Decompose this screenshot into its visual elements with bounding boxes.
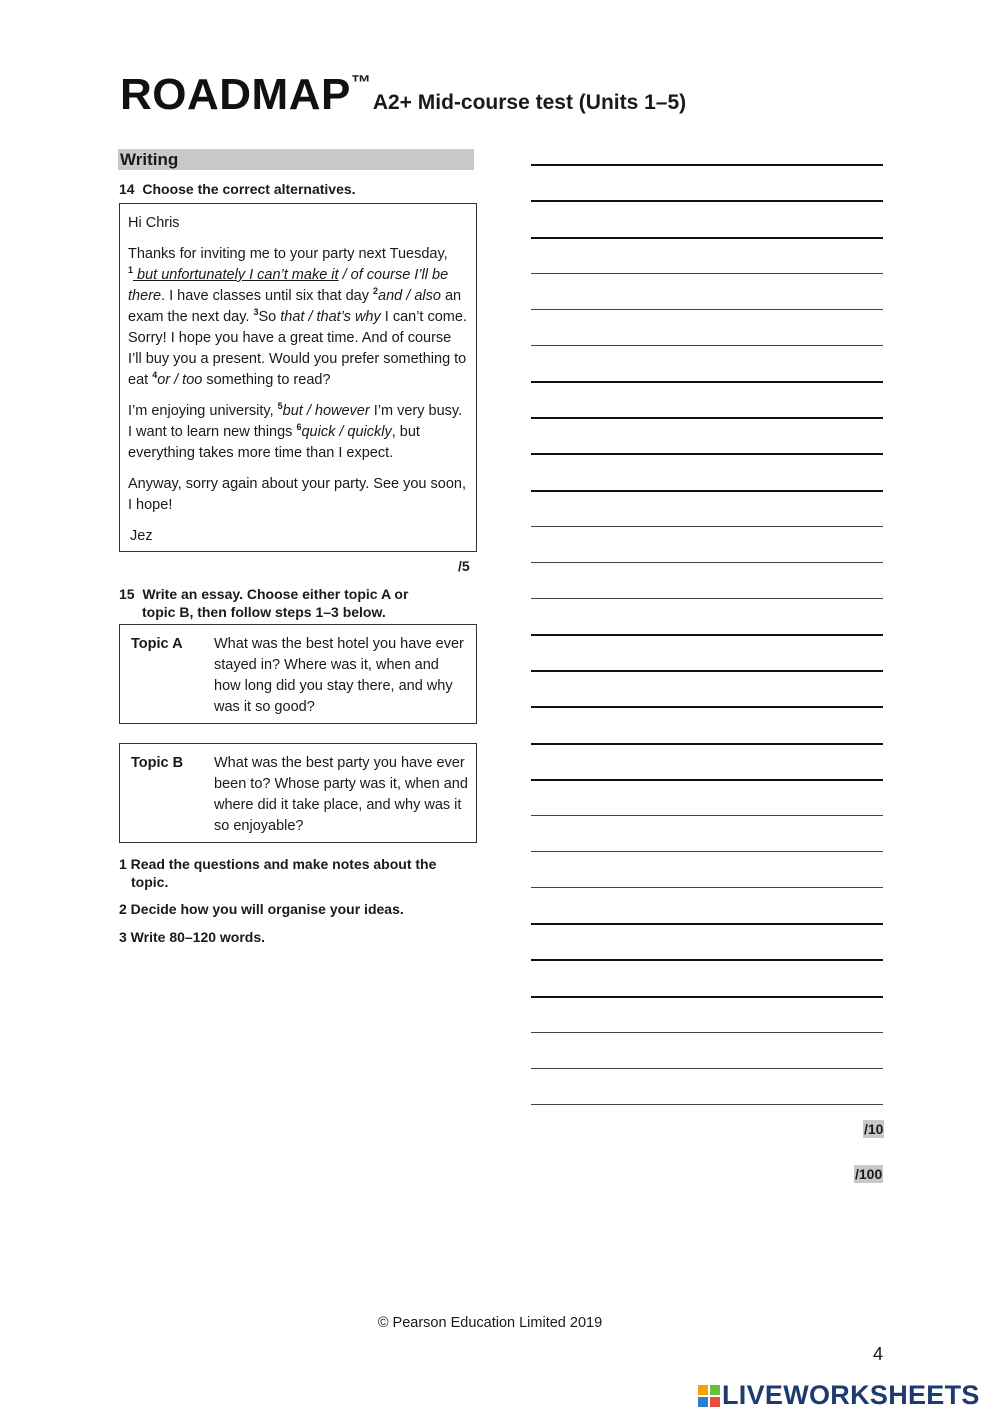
section-title: Writing [118, 149, 474, 170]
writing-line[interactable] [531, 1068, 883, 1069]
writing-line[interactable] [531, 164, 883, 166]
writing-line[interactable] [531, 706, 883, 708]
gap-1-choice-a[interactable]: but unfortunately I can’t make it [133, 267, 339, 283]
q14-score: /5 [458, 558, 470, 574]
writing-line[interactable] [531, 670, 883, 672]
topic-a-label: Topic A [131, 636, 183, 652]
writing-line[interactable] [531, 490, 883, 492]
q15-heading [119, 585, 408, 621]
step-3: 3 Write 80–120 words. [119, 929, 266, 945]
letter-greeting: Hi Chris [128, 215, 180, 231]
writing-line[interactable] [531, 526, 883, 527]
writing-line[interactable] [531, 923, 883, 925]
q14-heading [119, 181, 356, 197]
writing-line[interactable] [531, 743, 883, 745]
writing-line[interactable] [531, 200, 883, 202]
letter-signoff: Jez [130, 528, 153, 544]
writing-line[interactable] [531, 381, 883, 383]
gap-2-number: 2 [373, 286, 379, 297]
writing-line[interactable] [531, 887, 883, 888]
writing-line[interactable] [531, 417, 883, 419]
step-2: 2 Decide how you will organise your ideas. [119, 901, 404, 917]
q15-number: 15 [119, 586, 135, 602]
gap-5-choices[interactable]: but / however [282, 403, 370, 419]
test-subtitle: A2+ Mid-course test (Units 1–5) [372, 91, 687, 114]
writing-line[interactable] [531, 453, 883, 455]
letter-paragraph-2: I’m enjoying university, $^5$but / however I’m very busy. I want to learn new things $^6$quick / quickly, but everything takes more time than I expect. [128, 401, 463, 461]
trademark-symbol: ™ [350, 72, 371, 94]
gap-2-choices[interactable]: and / also [378, 288, 441, 304]
writing-line[interactable] [531, 273, 883, 274]
gap-6-choices[interactable]: quick / quickly [301, 424, 392, 440]
writing-line[interactable] [531, 996, 883, 998]
copyright: © Pearson Education Limited 2019 [377, 1315, 603, 1331]
total-score: /100 [855, 1166, 883, 1182]
q14-number: 14 [119, 181, 135, 197]
writing-line[interactable] [531, 851, 883, 852]
gap-5-number: 5 [277, 401, 283, 412]
letter-box [119, 203, 477, 552]
q15-score: /10 [864, 1121, 884, 1137]
writing-line[interactable] [531, 237, 883, 239]
gap-4-choices[interactable]: or / too [157, 372, 203, 388]
topic-b-label: Topic B [131, 755, 184, 771]
liveworksheets-logo [698, 1380, 980, 1411]
writing-line[interactable] [531, 562, 883, 563]
writing-line[interactable] [531, 1032, 883, 1033]
topic-a-box[interactable] [119, 624, 477, 724]
gap-6-number: 6 [296, 422, 302, 433]
writing-line[interactable] [531, 959, 883, 961]
writing-line[interactable] [531, 779, 883, 781]
step-1: 1 Read the questions and make notes about the topic. [119, 856, 437, 890]
liveworksheets-icon [698, 1385, 720, 1407]
writing-line[interactable] [531, 598, 883, 599]
gap-3-choices[interactable]: that / that’s why [280, 309, 381, 325]
liveworksheets-text: LIVEWORKSHEETS [722, 1380, 980, 1410]
q15-instruction-line1: Write an essay. Choose either topic A or [142, 586, 409, 602]
page-number: 4 [873, 1344, 884, 1364]
gap-4-number: 4 [152, 370, 158, 381]
writing-line[interactable] [531, 309, 883, 310]
page-title [120, 70, 686, 120]
gap-3-number: 3 [253, 307, 259, 318]
gap-1-number: 1 [128, 265, 134, 276]
topic-a-text: What was the best hotel you have ever stayed in? Where was it, when and how long did you stay there, and why was it so good? [214, 636, 464, 715]
writing-line[interactable] [531, 815, 883, 816]
brand-name: ROADMAP [120, 70, 351, 119]
writing-line[interactable] [531, 634, 883, 636]
topic-b-text: What was the best party you have ever been to? Whose party was it, when and where did it take place, and why was it so enjoyable? [214, 755, 468, 834]
q15-instruction-line2: topic B, then follow steps 1–3 below. [142, 604, 386, 620]
gap-1-choice-b[interactable]: / of course I’ll be there [128, 267, 449, 304]
topic-b-box[interactable] [119, 743, 477, 843]
letter-paragraph-3: Anyway, sorry again about your party. See you soon, I hope! [128, 476, 466, 513]
writing-line[interactable] [531, 1104, 883, 1105]
q14-instruction: Choose the correct alternatives. [142, 181, 356, 197]
writing-line[interactable] [531, 345, 883, 346]
letter-paragraph-1: Thanks for inviting me to your party next Tuesday, $^1$ but unfortunately I can’t make it / of course I’ll be there. I have classes until six that day $^2$and / also an exam the next day. $^3$So that / that’s why I can’t come. Sorry! I hope you have a great time. And of course I’ll buy you a present. Would you prefer something to eat $^4$or / too something to read? [128, 246, 467, 388]
